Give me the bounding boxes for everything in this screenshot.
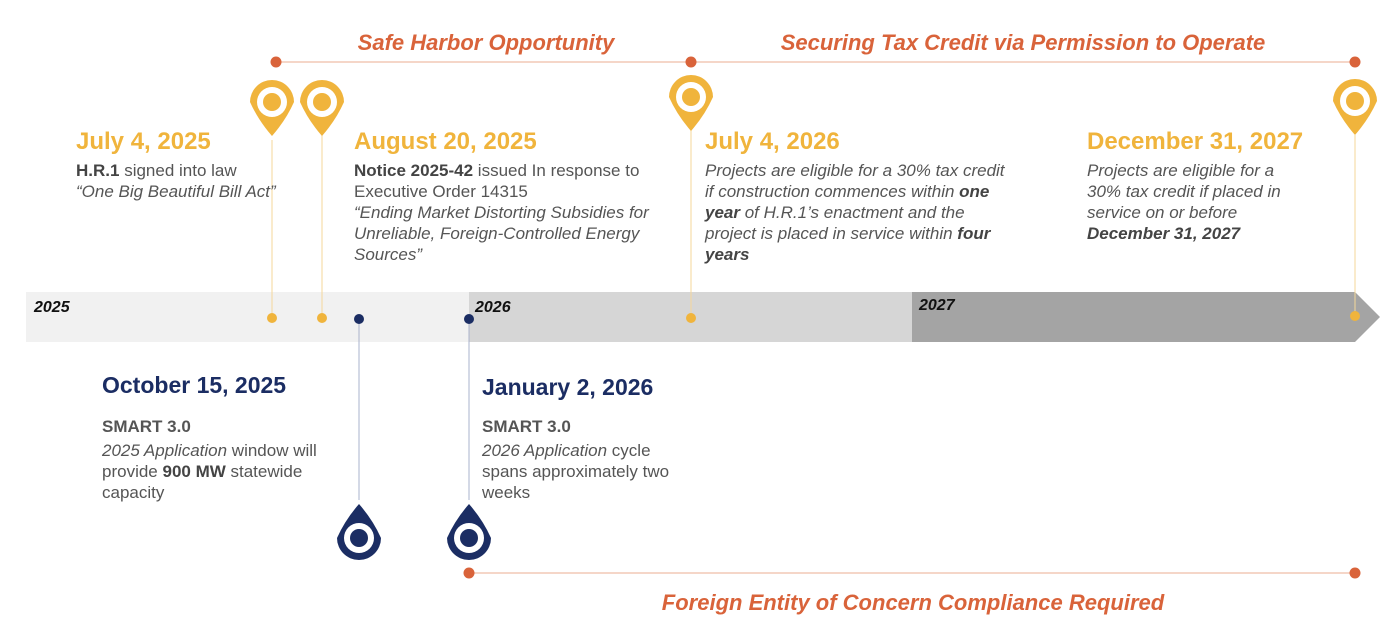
pin-icon [300, 80, 344, 136]
securing-label: Securing Tax Credit via Permission to Operate [780, 30, 1266, 55]
feoc-label: Foreign Entity of Concern Compliance Required [661, 590, 1165, 615]
marker-dot-aug2025 [317, 313, 327, 323]
law-name: H.R.1 [76, 161, 120, 180]
event-date: July 4, 2026 [705, 128, 840, 155]
event-dec-2027 [1087, 128, 1337, 244]
event-oct-2025 [102, 372, 364, 503]
event-date: December 31, 2027 [1087, 128, 1304, 155]
event-date: October 15, 2025 [102, 372, 287, 398]
year-2026: 2026 [475, 299, 511, 316]
range-dot [271, 57, 282, 68]
event-description: Projects are eligible for a 30% tax credit if construction commences within one year of H.R.1’s enactment and the project is placed in service within four years [705, 161, 1005, 264]
range-dot [1350, 568, 1361, 579]
bill-quote: “One Big Beautiful Bill Act” [76, 182, 276, 201]
event-description: 2025 Application window will provide 900 MW statewide capacity [102, 441, 317, 502]
pin-icon [447, 504, 491, 560]
marker-dot-july2025 [267, 313, 277, 323]
event-date: January 2, 2026 [482, 374, 654, 400]
year-2025: 2025 [34, 299, 70, 316]
program-name: SMART 3.0 [482, 417, 571, 436]
notice-name: Notice 2025-42 [354, 161, 474, 180]
marker-dot-july2026 [686, 313, 696, 323]
pin-icon [1333, 79, 1377, 135]
marker-dot-dec2027 [1350, 311, 1360, 321]
event-date: July 4, 2025 [76, 128, 211, 155]
event-date: August 20, 2025 [354, 128, 537, 155]
range-dot [1350, 57, 1361, 68]
event-jan-2026 [482, 374, 702, 503]
safe-harbor-label: Safe Harbor Opportunity [357, 30, 615, 55]
pin-icon [337, 504, 381, 560]
range-dot [464, 568, 475, 579]
event-description: Notice 2025-42 issued In response to Executive Order 14315 “Ending Market Distorting Subsidies for Unreliable, Foreign-Controlled Energy Sources” [354, 161, 649, 264]
range-dot [686, 57, 697, 68]
year-2027: 2027 [919, 297, 955, 314]
program-name: SMART 3.0 [102, 417, 191, 436]
event-description: 2026 Application cycle spans approximately two weeks [482, 441, 670, 502]
marker-dot-oct2025 [354, 314, 364, 324]
order-quote: “Ending Market Distorting Subsidies for Unreliable, Foreign-Controlled Energy Sources” [354, 203, 649, 264]
band-2025 [26, 292, 469, 342]
event-july-2025 [76, 128, 276, 202]
event-aug-2025 [354, 128, 654, 265]
event-description: H.R.1 signed into law “One Big Beautiful Bill Act” [76, 161, 276, 201]
event-july-2026 [705, 128, 1010, 265]
pin-icon [669, 75, 713, 131]
marker-dot-jan2026 [464, 314, 474, 324]
event-description: Projects are eligible for a 30% tax credit if placed in service on or before December 31, 2027 [1087, 161, 1281, 243]
band-2027 [912, 292, 1380, 342]
